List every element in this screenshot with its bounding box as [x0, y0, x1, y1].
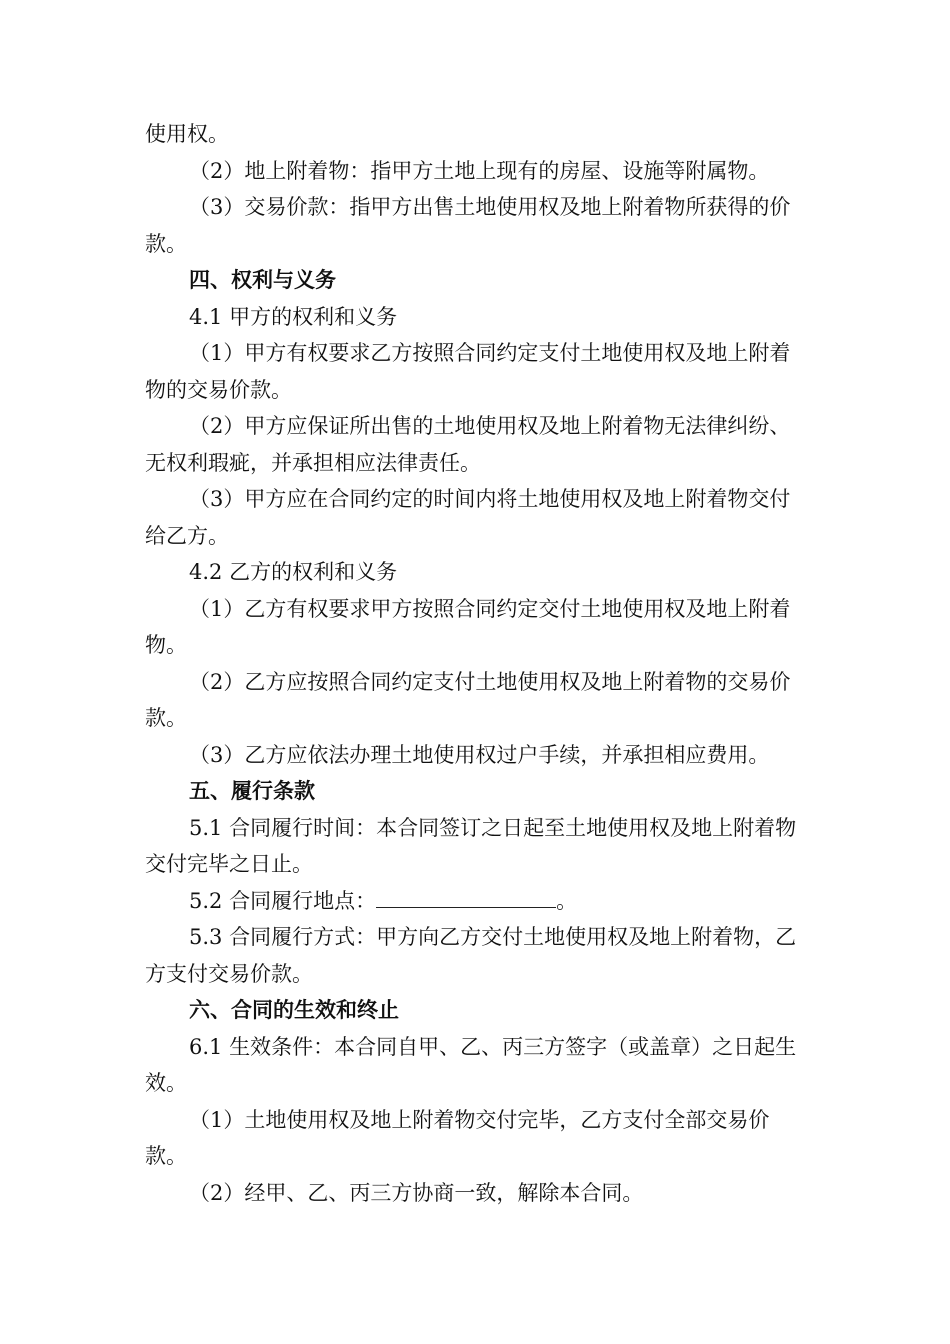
clause-5-3: 5.3 合同履行方式：甲方向乙方交付土地使用权及地上附着物，乙方支付交易价款。 [145, 925, 797, 986]
paragraph-continuation: 使用权。 [145, 122, 229, 146]
section-heading-effect-termination: 六、合同的生效和终止 [189, 997, 399, 1022]
definition-price: （3）交易价款：指甲方出售土地使用权及地上附着物所获得的价款。 [145, 195, 791, 256]
clause-4-1-1: （1）甲方有权要求乙方按照合同约定支付土地使用权及地上附着物的交易价款。 [145, 341, 791, 402]
clause-4-2-2: （2）乙方应按照合同约定支付土地使用权及地上附着物的交易价款。 [145, 669, 791, 730]
section-heading-rights-obligations: 四、权利与义务 [189, 267, 336, 292]
section-heading-performance: 五、履行条款 [189, 778, 315, 803]
clause-5-1: 5.1 合同履行时间：本合同签订之日起至土地使用权及地上附着物交付完毕之日止。 [145, 815, 797, 876]
document-body [145, 116, 810, 1211]
definition-attachments: （2）地上附着物：指甲方土地上现有的房屋、设施等附属物。 [189, 158, 770, 183]
subsection-party-b: 4.2 乙方的权利和义务 [189, 560, 398, 584]
clause-6-1-1: （1）土地使用权及地上附着物交付完毕，乙方支付全部交易价款。 [145, 1107, 770, 1168]
fill-in-blank-location[interactable] [376, 887, 556, 908]
clause-5-2-end: 。 [556, 888, 578, 913]
subsection-party-a: 4.1 甲方的权利和义务 [189, 304, 398, 329]
clause-5-2-label: 5.2 合同履行地点： [189, 888, 377, 913]
clause-6-1: 6.1 生效条件：本合同自甲、乙、丙三方签字（或盖章）之日起生效。 [145, 1034, 797, 1095]
clause-4-2-1: （1）乙方有权要求甲方按照合同约定交付土地使用权及地上附着物。 [145, 596, 791, 657]
clause-4-1-2: （2）甲方应保证所出售的土地使用权及地上附着物无法律纠纷、无权利瑕疵，并承担相应法律责任。 [145, 414, 791, 475]
clause-6-1-2: （2）经甲、乙、丙三方协商一致，解除本合同。 [189, 1180, 644, 1205]
clause-4-1-3: （3）甲方应在合同约定的时间内将土地使用权及地上附着物交付给乙方。 [145, 487, 791, 548]
clause-5-2 [145, 883, 810, 920]
clause-4-2-3: （3）乙方应依法办理土地使用权过户手续，并承担相应费用。 [189, 742, 770, 767]
